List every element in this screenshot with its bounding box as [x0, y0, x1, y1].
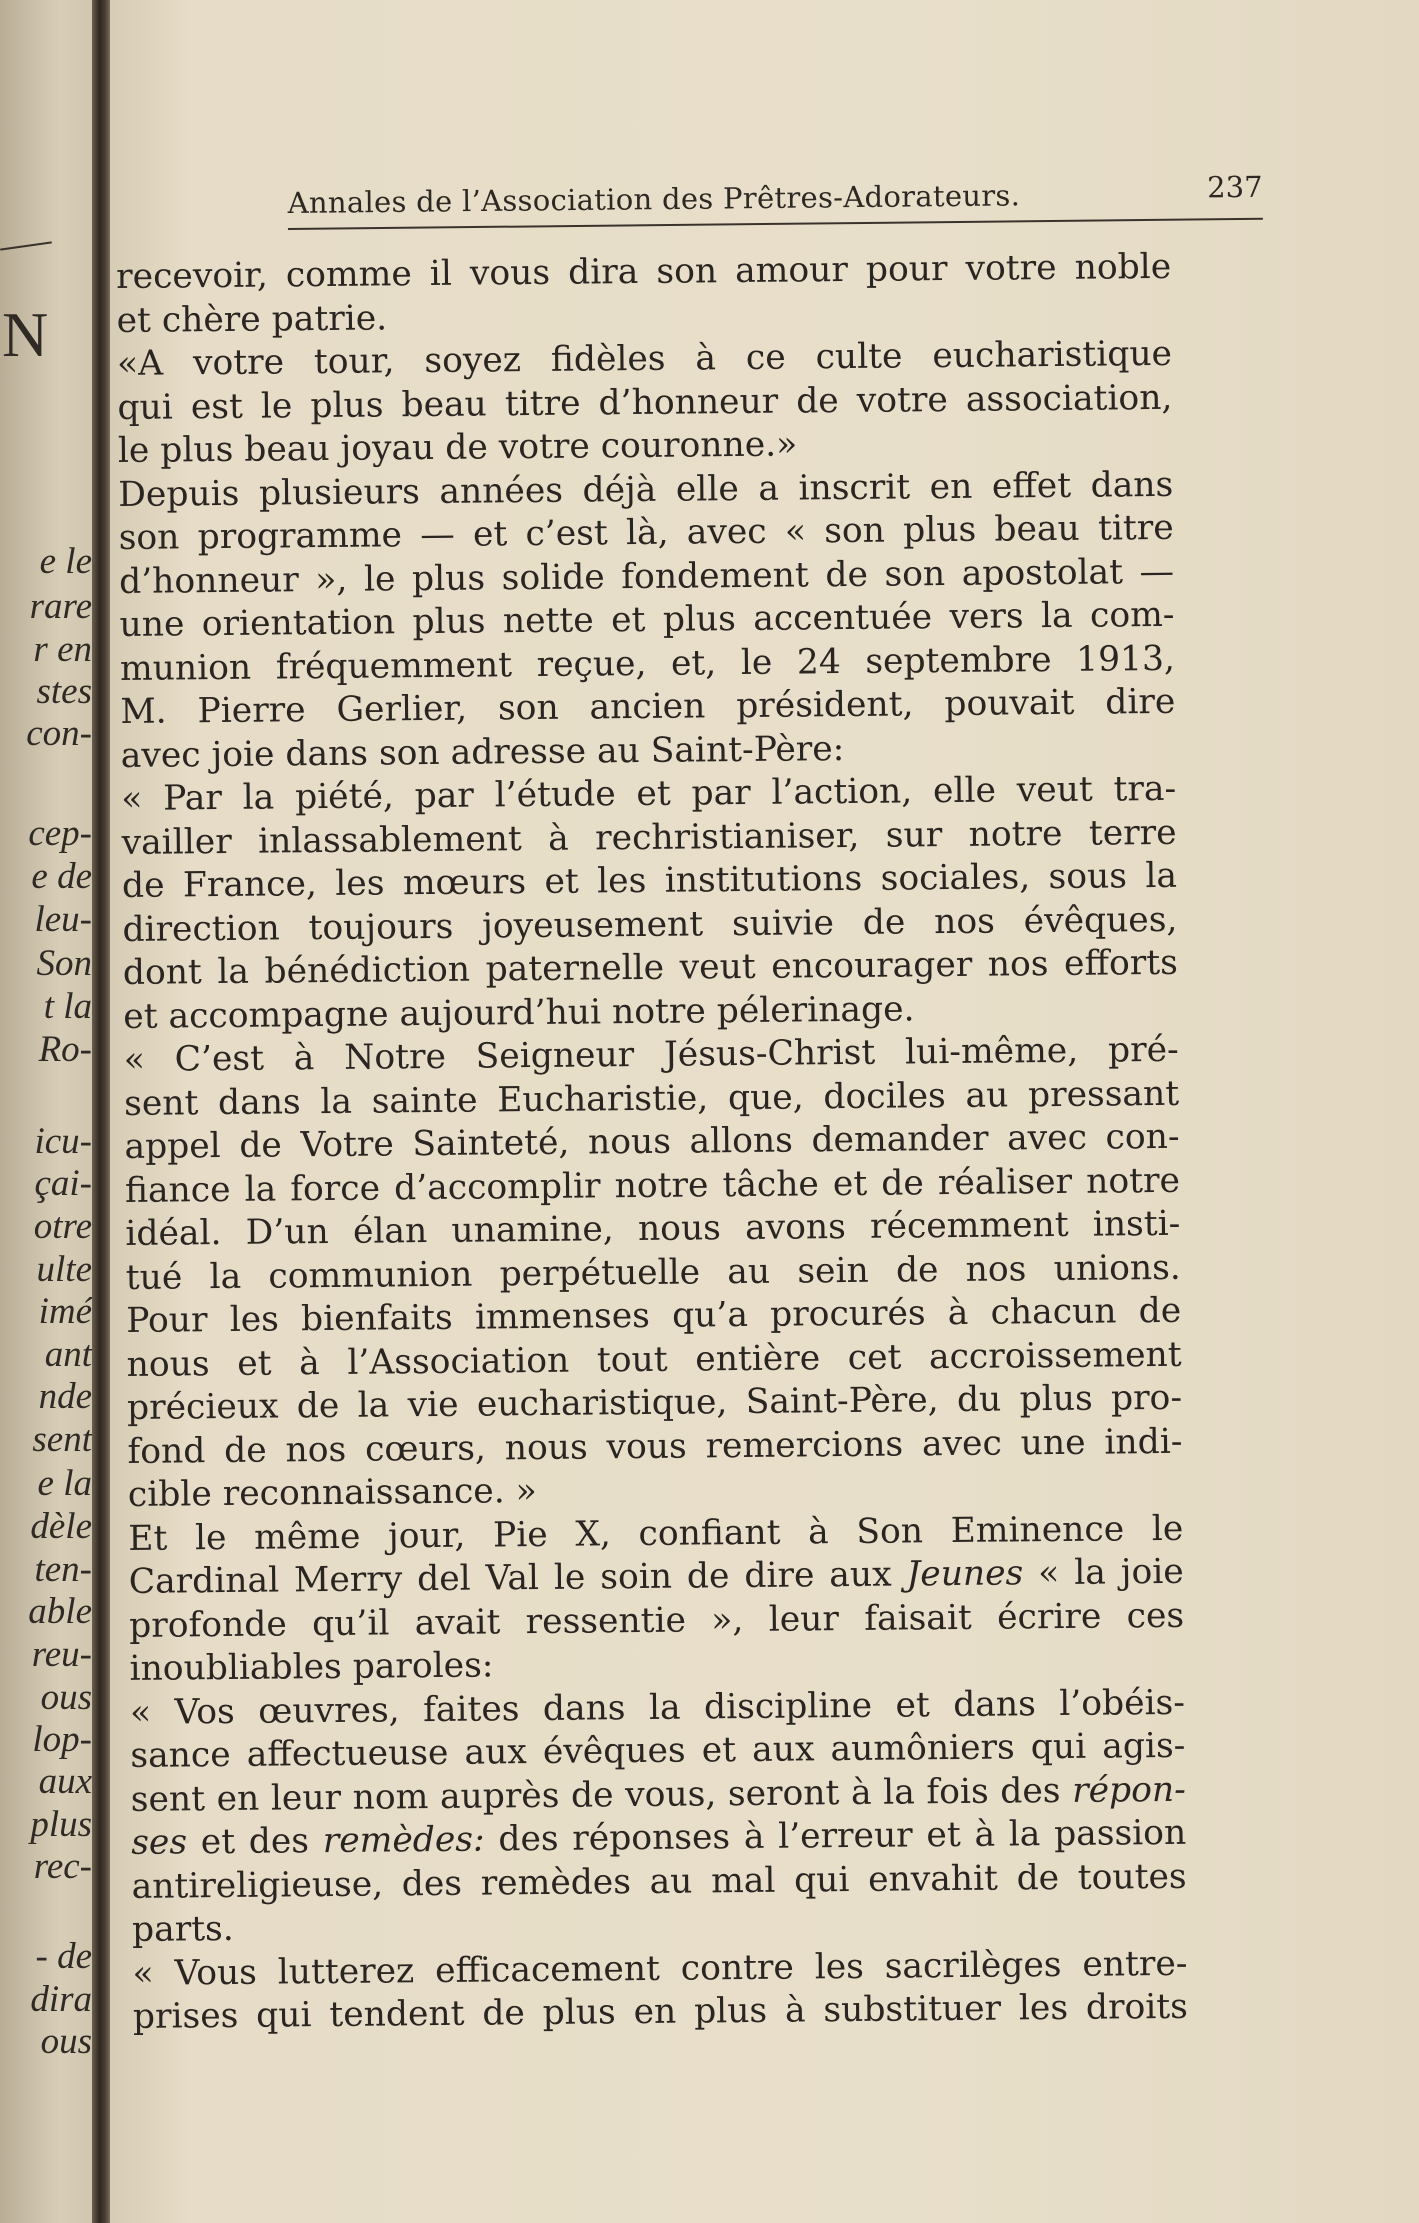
text-line: munion fréquemment reçue, et, le 24 septembre 1913, [119, 638, 1176, 689]
text-line: idéal. D’un élan unamine, nous avons récemment insti- [125, 1203, 1181, 1254]
facing-page-fragment: e la [37, 1463, 92, 1504]
text-line: recevoir, comme il vous dira son amour pour votre noble [116, 246, 1172, 297]
text-line: et chère patrie. [116, 297, 388, 341]
facing-page-fragment: rec- [33, 1846, 92, 1887]
text-line: qui est le plus beau titre d’honneur de votre association, [117, 377, 1173, 428]
text-line: précieux de la vie eucharistique, Saint-Père, du plus pro- [126, 1377, 1183, 1428]
facing-page-fragment: e de [31, 856, 92, 897]
facing-page-fragment: cep- [28, 813, 92, 854]
text-line: « Vos œuvres, faites dans la discipline et dans l’obéis- [129, 1682, 1186, 1733]
running-title: Annales de l’Association des Prêtres-Adorateurs. [287, 178, 1021, 221]
text-line: parts. [131, 1908, 234, 1950]
text-line: « C’est à Notre Seigneur Jésus-Christ lui-même, pré- [123, 1029, 1179, 1080]
text-line: « Par la piété, par l’étude et par l’action, elle veut tra- [121, 768, 1177, 819]
text-line: dont la bénédiction paternelle veut encourager nos efforts [122, 942, 1179, 993]
facing-page-fragment: nde [38, 1376, 92, 1417]
facing-page-fragment: ous [40, 2021, 92, 2062]
header-rule [288, 218, 1263, 230]
text-line: d’honneur », le plus solide fondement de son apostolat — [118, 551, 1175, 602]
text-line: inoubliables paroles: [129, 1645, 494, 1689]
text-line: sent en leur nom auprès de vous, seront à la fois des répon- [130, 1769, 1186, 1820]
text-line: sent dans la sainte Eucharistie, que, dociles au pressant [123, 1073, 1180, 1124]
text-line: vailler inlassablement à rechristianiser, sur notre terre [121, 812, 1177, 863]
facing-page [0, 0, 100, 2223]
text-line: prises qui tendent de plus en plus à substituer les droits [132, 1986, 1189, 2037]
book-page [110, 0, 1419, 2223]
facing-page-fragment: otre [33, 1206, 92, 1247]
text-line: Pour les bienfaits immenses qu’a procurés à chacun de [126, 1290, 1182, 1341]
facing-page-fragment: lop- [32, 1719, 92, 1760]
facing-page-fragment: dira [30, 1979, 92, 2020]
facing-page-rule [0, 241, 52, 250]
text-line: appel de Votre Sainteté, nous allons demander avec con- [124, 1116, 1180, 1167]
facing-page-fragment: imé [38, 1291, 92, 1332]
facing-page-fragment: Son [36, 943, 92, 984]
facing-page-fragment: sent [32, 1419, 92, 1460]
facing-page-fragment: çai- [34, 1163, 92, 1204]
text-line: avec joie dans son adresse au Saint-Père: [120, 728, 845, 776]
facing-page-fragment: e le [39, 541, 92, 582]
facing-page-fragment: stes [36, 671, 92, 712]
page-number: 237 [1207, 169, 1263, 205]
facing-page-fragment: con- [26, 713, 92, 754]
text-line: son programme — et c’est là, avec « son plus beau titre [118, 507, 1174, 558]
text-line: de France, les mœurs et les institutions sociales, sous la [121, 855, 1178, 906]
text-line: « Vous lutterez efficacement contre les sacrilèges entre- [132, 1943, 1188, 1994]
text-line: «A votre tour, soyez fidèles à ce culte eucharistique [116, 333, 1173, 384]
text-line: une orientation plus nette et plus accentuée vers la com- [119, 594, 1175, 645]
text-line: et accompagne aujourd’hui notre pélerinage. [123, 988, 915, 1037]
facing-page-fragment: icu- [34, 1121, 92, 1162]
text-line: nous et à l’Association tout entière cet accroissement [126, 1334, 1182, 1385]
facing-page-fragment: dèle [30, 1506, 92, 1547]
text-line: sance affectueuse aux évêques et aux aumôniers qui agis- [130, 1725, 1186, 1776]
facing-page-fragment: rare [29, 586, 92, 627]
facing-page-fragment: ous [40, 1677, 92, 1718]
text-line: ses et des remèdes: des réponses à l’erreur et à la passion [131, 1812, 1187, 1863]
body-text [116, 246, 1188, 2040]
facing-page-fragment: leu- [34, 899, 92, 940]
text-line: fond de nos cœurs, nous vous remercions avec une indi- [127, 1421, 1183, 1472]
facing-page-fragment: - de [35, 1936, 92, 1977]
facing-page-fragment: aux [38, 1761, 92, 1802]
facing-page-fragment: ten- [34, 1549, 92, 1590]
text-line: le plus beau joyau de votre couronne.» [117, 424, 798, 471]
text-line: Cardinal Merry del Val le soin de dire aux Jeunes « la joie [128, 1551, 1184, 1602]
running-head [287, 169, 1263, 234]
facing-page-fragment: t la [43, 986, 92, 1027]
facing-page-fragment: ant [44, 1334, 92, 1375]
text-line: Et le même jour, Pie X, confiant à Son Eminence le [128, 1508, 1184, 1559]
text-line: direction toujours joyeusement suivie de nos évêques, [122, 899, 1178, 950]
facing-page-letter: N [2, 299, 49, 370]
facing-page-fragment: ulte [36, 1249, 92, 1290]
text-line: Depuis plusieurs années déjà elle a inscrit en effet dans [118, 464, 1174, 515]
text-line: profonde qu’il avait ressentie », leur faisait écrire ces [128, 1595, 1185, 1646]
facing-page-fragment: reu- [31, 1634, 92, 1675]
facing-page-fragment: plus [30, 1804, 92, 1845]
text-line: fiance la force d’accomplir notre tâche et de réaliser notre [124, 1160, 1181, 1211]
facing-page-fragment: able [28, 1591, 92, 1632]
facing-page-fragment: Ro- [38, 1029, 92, 1070]
text-line: cible reconnaissance. » [127, 1471, 537, 1515]
text-line: M. Pierre Gerlier, son ancien président, pouvait dire [120, 681, 1176, 732]
text-line: antireligieuse, des remèdes au mal qui envahit de toutes [131, 1856, 1187, 1907]
text-line: tué la communion perpétuelle au sein de nos unions. [125, 1247, 1181, 1298]
facing-page-fragment: r en [33, 629, 92, 670]
